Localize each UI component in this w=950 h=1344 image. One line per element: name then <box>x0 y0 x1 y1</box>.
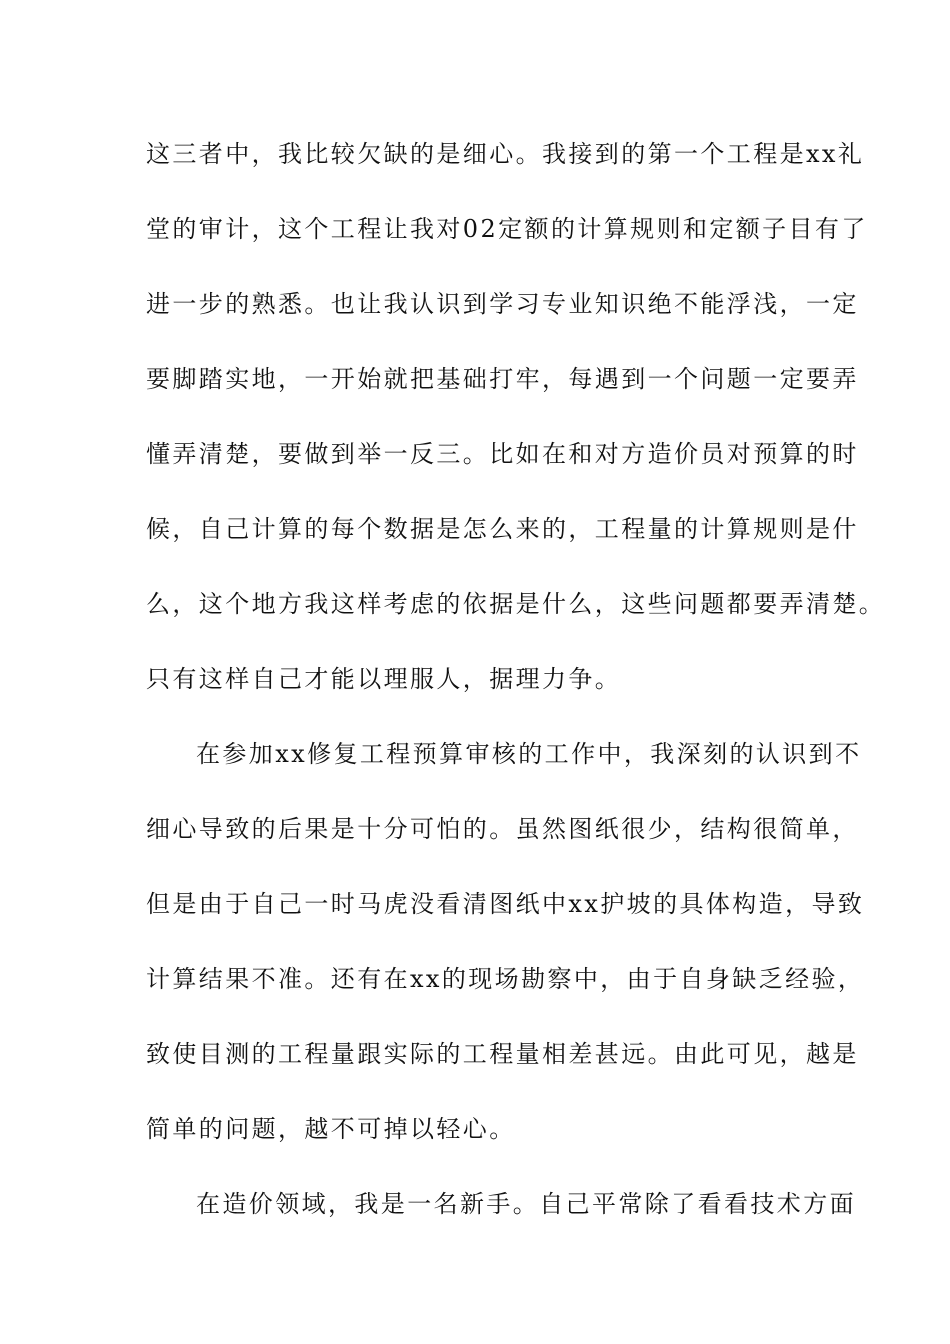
paragraph-2-line-3: 但是由于自己一时马虎没看清图纸中xx护坡的具体构造，导致 <box>146 890 865 918</box>
paragraph-2-line-2: 细心导致的后果是十分可怕的。虽然图纸很少，结构很简单， <box>146 815 859 843</box>
paragraph-1-line-1: 这三者中，我比较欠缺的是细心。我接到的第一个工程是xx礼 <box>146 140 865 168</box>
paragraph-1-line-7: 么，这个地方我这样考虑的依据是什么，这些问题都要弄清楚。 <box>146 590 886 618</box>
paragraph-1-line-8: 只有这样自己才能以理服人，据理力争。 <box>146 665 622 693</box>
paragraph-2-line-6: 简单的问题，越不可掉以轻心。 <box>146 1115 516 1143</box>
paragraph-1-line-5: 懂弄清楚，要做到举一反三。比如在和对方造价员对预算的时 <box>146 440 859 468</box>
paragraph-2-line-5: 致使目测的工程量跟实际的工程量相差甚远。由此可见，越是 <box>146 1040 859 1068</box>
paragraph-1-line-3: 进一步的熟悉。也让我认识到学习专业知识绝不能浮浅，一定 <box>146 290 859 318</box>
paragraph-1-line-4: 要脚踏实地，一开始就把基础打牢，每遇到一个问题一定要弄 <box>146 365 859 393</box>
paragraph-2-line-1: 在参加xx修复工程预算审核的工作中，我深刻的认识到不 <box>196 740 862 768</box>
paragraph-1-line-6: 候，自己计算的每个数据是怎么来的，工程量的计算规则是什 <box>146 515 859 543</box>
paragraph-1-line-2: 堂的审计，这个工程让我对02定额的计算规则和定额子目有了 <box>146 215 868 243</box>
paragraph-2-line-4: 计算结果不准。还有在xx的现场勘察中，由于自身缺乏经验， <box>146 965 865 993</box>
paragraph-3-line-1: 在造价领域，我是一名新手。自己平常除了看看技术方面 <box>196 1190 856 1218</box>
